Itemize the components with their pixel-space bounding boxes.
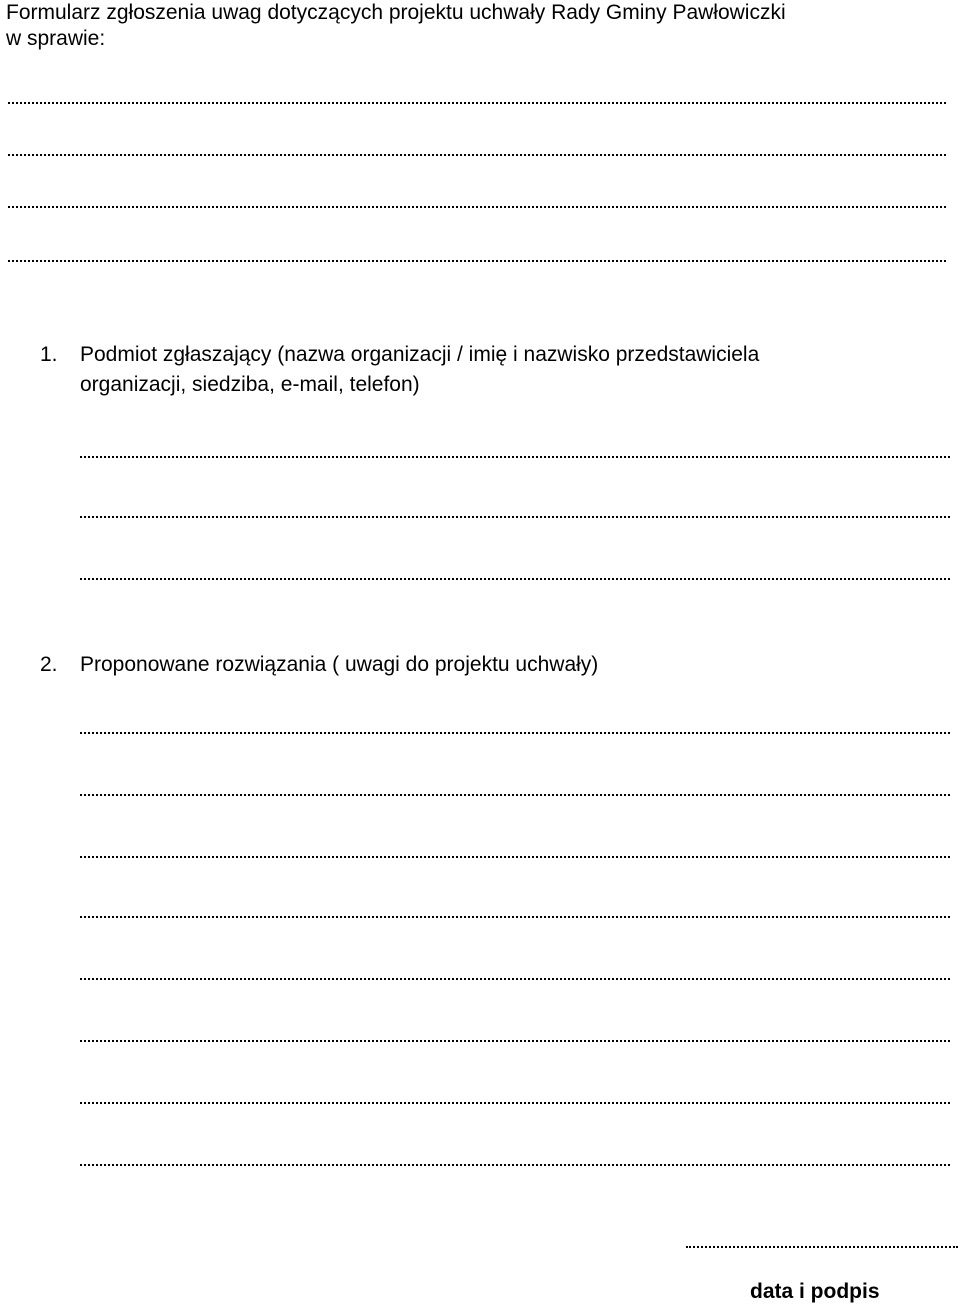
document-title bbox=[6, 0, 946, 52]
section-1-answer-line-3[interactable] bbox=[80, 568, 950, 580]
section-2-answer-line-3[interactable] bbox=[80, 846, 950, 858]
section-2-heading-line-1: Proponowane rozwiązania ( uwagi do projektu uchwały) bbox=[80, 653, 599, 676]
subject-answer-line-4[interactable] bbox=[8, 250, 946, 262]
section-1-heading bbox=[80, 340, 940, 400]
section-2-answer-line-6[interactable] bbox=[80, 1030, 950, 1042]
section-2-heading bbox=[80, 650, 940, 680]
section-1-heading-line-1: Podmiot zgłaszający (nazwa organizacji / imię i nazwisko przedstawiciela bbox=[80, 343, 760, 366]
section-2-number: 2. bbox=[40, 653, 58, 676]
section-1-answer-line-2[interactable] bbox=[80, 506, 950, 518]
section-2-answer-line-5[interactable] bbox=[80, 968, 950, 980]
section-1-answer-line-1[interactable] bbox=[80, 446, 950, 458]
section-1-number: 1. bbox=[40, 343, 58, 366]
signature-label: data i podpis bbox=[750, 1280, 880, 1303]
section-2-answer-line-7[interactable] bbox=[80, 1092, 950, 1104]
title-line-2: w sprawie: bbox=[6, 27, 106, 50]
title-line-1: Formularz zgłoszenia uwag dotyczących projektu uchwały Rady Gminy Pawłowiczki bbox=[6, 1, 786, 24]
section-2-answer-line-1[interactable] bbox=[80, 722, 950, 734]
section-1-heading-line-2: organizacji, siedziba, e-mail, telefon) bbox=[80, 373, 420, 396]
subject-answer-line-2[interactable] bbox=[8, 144, 946, 156]
section-2-answer-line-4[interactable] bbox=[80, 906, 950, 918]
section-2-answer-line-8[interactable] bbox=[80, 1154, 950, 1166]
subject-answer-line-3[interactable] bbox=[8, 196, 946, 208]
subject-answer-line-1[interactable] bbox=[8, 92, 946, 104]
section-2-answer-line-2[interactable] bbox=[80, 784, 950, 796]
signature-line[interactable] bbox=[686, 1236, 958, 1248]
